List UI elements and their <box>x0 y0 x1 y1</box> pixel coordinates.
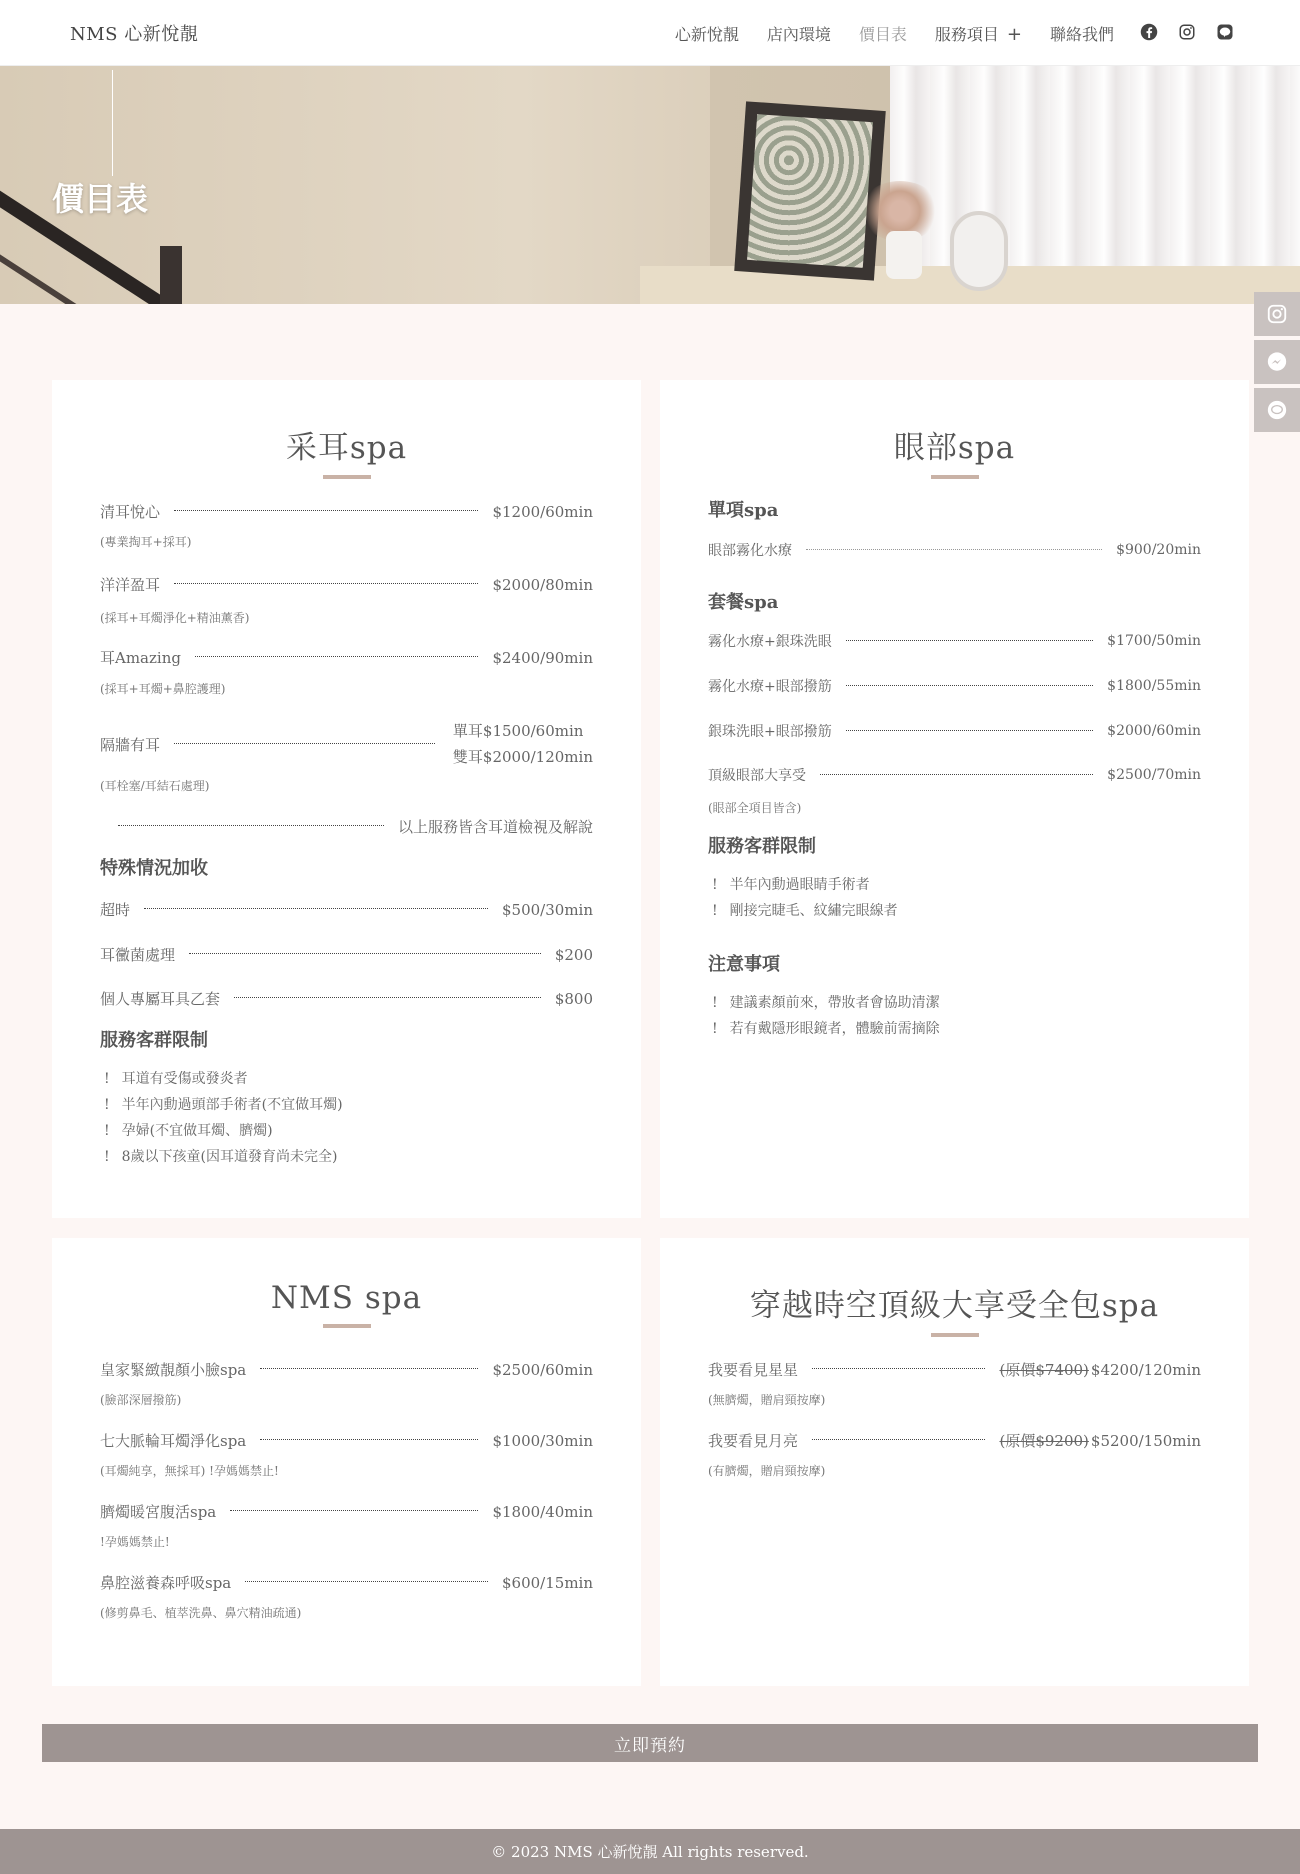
card-title: 采耳spa <box>285 430 408 466</box>
item-price-double: 雙耳$2000/120min <box>452 748 593 766</box>
dotted-leader <box>846 730 1093 731</box>
nav-services[interactable] <box>935 22 1022 45</box>
nav-price-list[interactable]: 價目表 <box>858 25 907 44</box>
main-nav <box>675 22 1114 45</box>
line-icon[interactable] <box>1216 23 1234 41</box>
hero-banner <box>0 66 1300 304</box>
price-row <box>708 1430 1201 1451</box>
item-name: 隔牆有耳 <box>100 735 161 754</box>
notice-list <box>708 990 940 1042</box>
brand-logo[interactable]: NMS 心新悅靚 <box>70 24 199 45</box>
item-name: 我要看見月亮 <box>708 1432 799 1450</box>
line-icon[interactable] <box>1254 388 1300 432</box>
item-desc: (耳燭純享，無採耳) !孕媽媽禁止! <box>100 1464 279 1478</box>
dotted-leader <box>245 1581 488 1582</box>
hero-stair-post <box>160 246 182 304</box>
item-name: 鼻腔滋養森呼吸spa <box>100 1574 232 1592</box>
item-price: $1200/60min <box>492 502 593 521</box>
item-name: 七大脈輪耳燭淨化spa <box>100 1432 247 1450</box>
dotted-leader <box>174 510 478 511</box>
nav-environment[interactable]: 店內環境 <box>766 25 831 44</box>
item-desc: (採耳+耳燭+鼻腔護理) <box>100 682 226 696</box>
item-desc: !孕媽媽禁止! <box>100 1535 170 1549</box>
price-row <box>708 676 1201 696</box>
price-row <box>100 1359 593 1380</box>
title-underline <box>323 475 371 479</box>
item-price: $1800/55min <box>1107 678 1201 694</box>
nav-contact[interactable]: 聯絡我們 <box>1049 25 1114 44</box>
eye-spa-card <box>660 380 1249 1218</box>
section-heading: 單項spa <box>708 500 779 521</box>
price-row <box>708 540 1201 560</box>
hero-picture <box>747 114 873 268</box>
social-links <box>1140 23 1234 41</box>
price-row <box>100 574 593 595</box>
price-row <box>100 1501 593 1522</box>
price-row <box>100 647 593 668</box>
item-price: $2000/80min <box>492 575 593 594</box>
item-price-group <box>999 1430 1201 1451</box>
notice-item: ! 若有戴隱形眼鏡者，體驗前需摘除 <box>708 1016 940 1042</box>
price-row <box>100 1430 593 1451</box>
item-price: $600/15min <box>502 1573 593 1592</box>
dotted-leader <box>812 1439 985 1440</box>
dotted-leader <box>846 685 1093 686</box>
item-price: $800 <box>554 989 593 1008</box>
item-price: $2000/60min <box>1107 723 1201 739</box>
title-underline <box>931 475 979 479</box>
original-price: (原價$7400) <box>999 1361 1089 1379</box>
item-price-group <box>453 718 593 770</box>
section-heading: 服務客群限制 <box>100 1030 208 1051</box>
hero-clock <box>950 211 1008 291</box>
restriction-item: ! 孕婦(不宜做耳燭、臍燭) <box>100 1118 343 1144</box>
item-name: 超時 <box>100 901 131 919</box>
dotted-leader <box>174 743 435 744</box>
dotted-leader <box>260 1368 478 1369</box>
card-title: NMS spa <box>270 1280 423 1316</box>
restriction-item: ! 8歲以下孩童(因耳道發育尚未完全) <box>100 1144 343 1170</box>
dotted-leader <box>806 549 1102 550</box>
instagram-icon[interactable] <box>1254 292 1300 336</box>
messenger-icon[interactable] <box>1254 340 1300 384</box>
price-row <box>100 501 593 522</box>
item-desc: (臉部深層撥筋) <box>100 1393 182 1407</box>
item-name: 眼部霧化水療 <box>708 543 792 559</box>
restriction-item: ! 剛接完睫毛、紋繡完眼線者 <box>708 898 898 924</box>
item-price: $500/30min <box>502 900 593 919</box>
price-row <box>708 1359 1201 1380</box>
restriction-item: ! 半年內動過眼睛手術者 <box>708 872 898 898</box>
item-price: $4200/120min <box>1090 1361 1201 1379</box>
dotted-leader <box>230 1510 478 1511</box>
dotted-leader <box>820 774 1093 775</box>
dotted-leader <box>144 908 488 909</box>
item-price-group <box>999 1359 1201 1380</box>
dotted-leader <box>189 953 541 954</box>
facebook-icon[interactable] <box>1140 23 1158 41</box>
item-price: $1000/30min <box>492 1431 593 1450</box>
item-name: 耳Amazing <box>100 649 181 667</box>
section-heading: 特殊情況加收 <box>100 858 208 879</box>
nms-spa-card <box>52 1238 641 1686</box>
item-price: $1700/50min <box>1107 633 1201 649</box>
hero-divider-line <box>112 70 113 176</box>
item-name: 我要看見星星 <box>708 1361 799 1379</box>
item-name: 霧化水療+眼部撥筋 <box>708 679 832 695</box>
item-desc: (修剪鼻毛、植萃洗鼻、鼻穴精油疏通) <box>100 1606 302 1620</box>
dotted-leader <box>118 825 384 826</box>
page-title: 價目表 <box>52 180 149 218</box>
notice-item: ! 建議素顏前來，帶妝者會協助清潔 <box>708 990 940 1016</box>
hero-vase <box>886 231 922 279</box>
price-row <box>100 718 593 770</box>
item-name: 洋洋盈耳 <box>100 576 161 594</box>
restriction-list <box>100 1066 343 1170</box>
section-heading: 注意事項 <box>708 954 780 975</box>
ear-spa-card <box>52 380 641 1218</box>
item-name: 霧化水療+銀珠洗眼 <box>708 634 832 650</box>
section-heading: 服務客群限制 <box>708 836 816 857</box>
item-name: 耳黴菌處理 <box>100 946 176 964</box>
item-desc: (耳栓塞/耳結石處理) <box>100 779 210 793</box>
dotted-leader <box>260 1439 478 1440</box>
item-price: $5200/150min <box>1090 1432 1201 1450</box>
book-now-button[interactable]: 立即預約 <box>42 1724 1258 1762</box>
item-price: $2500/70min <box>1107 767 1201 783</box>
top-header <box>0 0 1300 66</box>
price-row <box>100 899 593 920</box>
card-title: 穿越時空頂級大享受全包spa <box>749 1288 1160 1324</box>
item-desc: (專業掏耳+採耳) <box>100 535 192 549</box>
dotted-leader <box>195 656 478 657</box>
price-row <box>708 721 1201 741</box>
item-desc: (有臍燭，贈肩頸按摩) <box>708 1464 826 1478</box>
restriction-item: ! 耳道有受傷或發炎者 <box>100 1066 343 1092</box>
item-desc: (眼部全項目皆含) <box>708 801 802 815</box>
title-underline <box>931 1333 979 1337</box>
item-price: $900/20min <box>1116 542 1201 558</box>
nav-home[interactable]: 心新悅靚 <box>674 25 739 44</box>
footer-copyright: © 2023 NMS 心新悅靚 All rights reserved. <box>0 1829 1300 1874</box>
price-row <box>100 1572 593 1593</box>
footnote-row <box>118 816 593 837</box>
item-price: $1800/40min <box>492 1502 593 1521</box>
original-price: (原價$9200) <box>999 1432 1089 1450</box>
item-desc: (無臍燭，贈肩頸按摩) <box>708 1393 826 1407</box>
item-name: 頂級眼部大享受 <box>708 768 806 784</box>
item-name: 銀珠洗眼+眼部撥筋 <box>708 724 832 740</box>
nav-services-label: 服務項目 <box>934 25 999 44</box>
price-row <box>100 988 593 1009</box>
restriction-list <box>708 872 898 924</box>
dotted-leader <box>812 1368 985 1369</box>
dotted-leader <box>174 583 478 584</box>
title-underline <box>323 1324 371 1328</box>
card-title: 眼部spa <box>893 430 1016 466</box>
item-name: 個人專屬耳具乙套 <box>100 990 221 1008</box>
restriction-item: ! 半年內動過頭部手術者(不宜做耳燭) <box>100 1092 343 1118</box>
price-row <box>708 765 1201 785</box>
floating-social-bar <box>1254 292 1300 436</box>
price-row <box>100 944 593 965</box>
vip-spa-card <box>660 1238 1249 1686</box>
dotted-leader <box>234 997 541 998</box>
section-heading: 套餐spa <box>708 592 779 613</box>
item-price: $2500/60min <box>492 1360 593 1379</box>
plus-icon: + <box>1006 24 1022 45</box>
footnote: 以上服務皆含耳道檢視及解說 <box>397 818 593 836</box>
price-row <box>708 631 1201 651</box>
item-name: 臍燭暖宮腹活spa <box>100 1503 217 1521</box>
instagram-icon[interactable] <box>1178 23 1196 41</box>
item-desc: (採耳+耳燭淨化+精油薰香) <box>100 611 250 625</box>
dotted-leader <box>846 640 1093 641</box>
item-price-single: 單耳$1500/60min <box>452 722 584 740</box>
item-price: $2400/90min <box>492 648 593 667</box>
item-price: $200 <box>554 945 593 964</box>
item-name: 皇家緊緻靚顏小臉spa <box>100 1361 247 1379</box>
item-name: 清耳悅心 <box>100 503 161 521</box>
